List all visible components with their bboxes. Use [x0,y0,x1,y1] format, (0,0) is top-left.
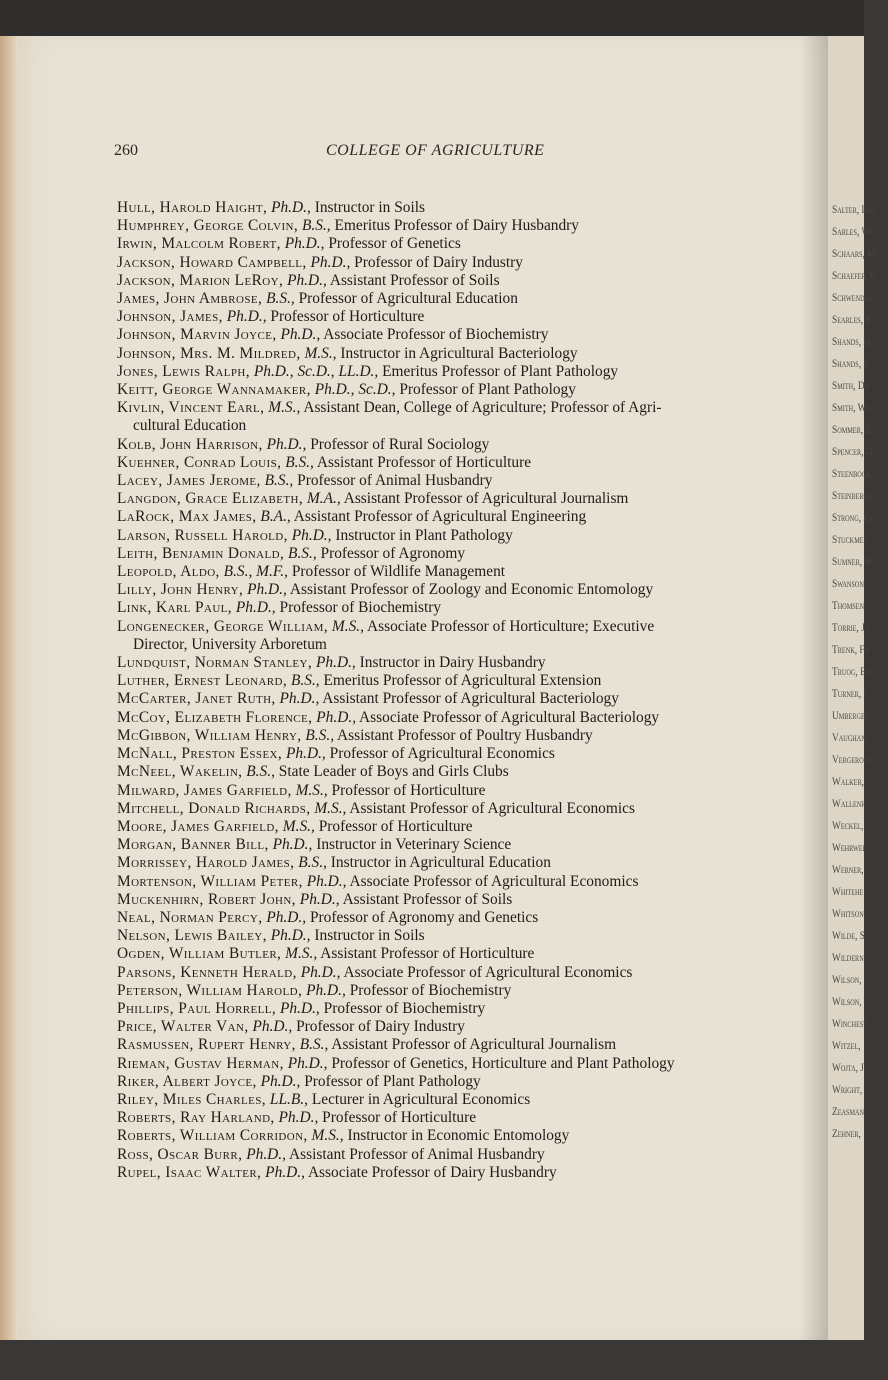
faculty-name: Lacey, James Jerome, [117,472,261,490]
directory-entry [117,399,807,435]
faculty-title: Associate Professor of Horticulture; Executive [366,617,655,635]
faculty-degree: M.S., [268,399,301,417]
adjacent-page-text: Wildern [832,950,864,964]
faculty-title: State Leader of Boys and Girls Clubs [278,763,509,781]
faculty-title: Instructor in Dairy Husbandry [359,654,546,672]
faculty-name: LaRock, Max James, [117,508,257,526]
faculty-name: Rupel, Isaac Walter, [117,1163,262,1181]
faculty-title: Professor of Horticulture [270,308,425,326]
faculty-title: Assistant Professor of Agricultural Bacteriology [322,690,619,708]
adjacent-page-text: Thomsen, [832,598,867,612]
faculty-name: Johnson, Mrs. M. Mildred, [117,344,301,362]
adjacent-page-fragments [828,198,888,1144]
directory-entry [117,308,807,326]
faculty-title: Emeritus Professor of Agricultural Extension [323,672,602,690]
directory-entry [117,854,807,872]
faculty-directory-list [117,199,807,1182]
directory-entry [117,563,807,581]
faculty-degree: Ph.D., [260,1072,301,1090]
faculty-title: Professor of Animal Husbandry [297,472,493,490]
faculty-title: Instructor in Plant Pathology [335,526,513,544]
faculty-degree: Ph.D., [280,999,320,1017]
faculty-name: Kolb, John Harrison, [117,435,263,453]
faculty-name: Price, Walter Van, [117,1018,249,1036]
adjacent-page-text: Zehner, [832,1126,861,1140]
adjacent-page-text: Steinbergh [832,488,873,502]
directory-entry [117,709,807,727]
faculty-title: Assistant Professor of Animal Husbandry [289,1145,545,1163]
faculty-degree: Ph.D., [226,308,267,326]
faculty-title-continuation: Director, University Arboretum [133,635,327,653]
directory-entry [117,927,807,945]
faculty-name: Jackson, Marion LeRoy, [117,271,284,289]
faculty-degree: Ph.D., [291,526,332,544]
faculty-title: Assistant Professor of Zoology and Economic Entomology [289,581,654,599]
adjacent-page-text: Wilde, S [832,928,865,942]
adjacent-page-text: Steenbock, [832,466,873,480]
faculty-name: Muckenhirn, Robert John, [117,890,296,908]
faculty-degree: M.S., [314,799,347,817]
adjacent-page-text: Shands, R [832,356,870,370]
directory-entry [117,290,807,308]
adjacent-page-text: Sarles, Wi [832,224,873,238]
faculty-degree: Ph.D., [270,927,311,945]
faculty-name: Larson, Russell Harold, [117,526,288,544]
faculty-name: Morrissey, Harold James, [117,854,295,872]
faculty-degree: Ph.D., [287,271,327,289]
faculty-degree: Ph.D., [266,435,307,453]
directory-entry [117,745,807,763]
directory-entry [117,454,807,472]
faculty-degree: M.A., [306,490,341,508]
directory-entry [117,272,807,290]
faculty-degree: Ph.D., [278,1109,319,1127]
directory-entry [117,800,807,818]
faculty-name: Nelson, Lewis Bailey, [117,927,267,945]
directory-entry [117,1109,807,1127]
directory-entry [117,599,807,617]
faculty-name: Keitt, George Wannamaker, [117,381,311,399]
directory-entry [117,982,807,1000]
faculty-name: Moore, James Garfield, [117,817,279,835]
faculty-name: Leopold, Aldo, [117,563,220,581]
directory-entry [117,326,807,344]
faculty-title: Instructor in Economic Entomology [347,1127,570,1145]
faculty-title: Assistant Professor of Agricultural Engineering [293,508,587,526]
directory-entry [117,1146,807,1164]
faculty-degree: B.S., M.F., [223,563,288,581]
faculty-degree: M.S., [304,344,337,362]
faculty-degree: B.S., [288,544,317,562]
faculty-degree: LL.B., [269,1090,308,1108]
adjacent-page-text: Schaefer, C [832,268,877,282]
faculty-name: Neal, Norman Percy, [117,908,263,926]
directory-entry [117,873,807,891]
faculty-title: Emeritus Professor of Plant Pathology [382,362,619,380]
faculty-name: McCoy, Elizabeth Florence, [117,708,313,726]
directory-entry [117,1000,807,1018]
directory-entry [117,909,807,927]
faculty-title: Professor of Dairy Industry [354,253,523,271]
faculty-degree: B.S., [246,763,275,781]
faculty-title: Associate Professor of Agricultural Economics [343,963,633,981]
faculty-degree: Ph.D., [286,745,326,763]
faculty-degree: Ph.D., [280,326,321,344]
adjacent-page-text: Searles, E [832,312,872,326]
faculty-title: Professor of Agronomy [320,544,466,562]
faculty-degree: B.S., [305,726,335,744]
faculty-title: Associate Professor of Dairy Husbandry [307,1163,557,1181]
faculty-degree: B.A., [260,508,291,526]
adjacent-page-text: Swanson, [832,576,867,590]
directory-entry [117,235,807,253]
faculty-name: Riker, Albert Joyce, [117,1072,257,1090]
faculty-degree: Ph.D., [266,908,307,926]
adjacent-page-text: Spencer, G [832,444,873,458]
faculty-degree: Ph.D., [235,599,276,617]
faculty-name: Irwin, Malcolm Robert, [117,235,281,253]
faculty-name: Langdon, Grace Elizabeth, [117,490,304,508]
adjacent-page-text: Trenk, Fr [832,642,869,656]
adjacent-page-text: Stuckmey [832,532,869,546]
faculty-title: Assistant Professor of Agricultural Economics [349,799,635,817]
directory-entry [117,618,807,654]
faculty-title: Associate Professor of Agricultural Economics [349,872,639,890]
faculty-degree: B.S., [266,290,295,308]
adjacent-page-text: Umberger, [832,708,872,722]
faculty-name: Parsons, Kenneth Herald, [117,963,297,981]
faculty-title: Assistant Professor of Horticulture [316,453,532,471]
adjacent-page-text: Salter, Lel [832,202,875,216]
faculty-title: Assistant Dean, College of Agriculture; Professor of Agri- [303,399,662,417]
adjacent-page-text: Wehrwei [832,840,865,854]
faculty-title: Professor of Agricultural Economics [329,745,555,763]
adjacent-page-text: Werner, [832,862,864,876]
adjacent-page-text: Whitehe [832,884,864,898]
adjacent-page-text: Strong, Fr [832,510,873,524]
faculty-title: Assistant Professor of Poultry Husbandry [337,726,593,744]
faculty-title: Assistant Professor of Agricultural Journalism [343,490,629,508]
directory-entry [117,891,807,909]
faculty-degree: Ph.D., [279,690,320,708]
adjacent-page-text: Weckel, [832,818,864,832]
adjacent-page-text: Wallenf [832,796,865,810]
running-head [114,142,814,166]
adjacent-page-text: Vergeront [832,752,873,766]
directory-entry [117,782,807,800]
faculty-title: Professor of Genetics [328,235,461,253]
faculty-title: Instructor in Soils [314,927,425,945]
adjacent-page-text: Winchest [832,1016,868,1030]
faculty-name: McGibbon, William Henry, [117,726,302,744]
adjacent-page-text: Sumner, W [832,554,874,568]
directory-entry [117,836,807,854]
faculty-degree: M.S., [282,817,315,835]
faculty-title: Instructor in Agricultural Bacteriology [340,344,578,362]
adjacent-page-text: Turner, I [832,686,867,700]
adjacent-page-text: Schwendim [832,290,873,304]
adjacent-page-text: Wright, [832,1082,863,1096]
faculty-name: Roberts, William Corridon, [117,1127,308,1145]
directory-entry [117,1018,807,1036]
faculty-degree: Ph.D., [306,981,346,999]
directory-entry [117,763,807,781]
adjacent-page-text: Schaars, M [832,246,876,260]
directory-entry [117,581,807,599]
faculty-name: Milward, James Garfield, [117,781,292,799]
faculty-title: Associate Professor of Biochemistry [323,326,549,344]
adjacent-page-text: Whitson, [832,906,867,920]
faculty-degree: B.S., [264,472,294,490]
directory-entry [117,199,807,217]
adjacent-page-text: Vaughan, [832,730,869,744]
faculty-degree: Ph.D., [306,872,347,890]
directory-entry [117,1091,807,1109]
faculty-name: Leith, Benjamin Donald, [117,544,285,562]
faculty-name: Jackson, Howard Campbell, [117,253,307,271]
adjacent-page-text: Smith, Da [832,378,870,392]
faculty-degree: Ph.D., [272,836,313,854]
faculty-title: Professor of Horticulture [322,1109,477,1127]
adjacent-page-text: Zeasman [832,1104,865,1118]
faculty-name: Ogden, William Butler, [117,945,282,963]
adjacent-page-text: Smith, Wi [832,400,869,414]
faculty-name: Roberts, Ray Harland, [117,1109,275,1127]
faculty-degree: B.S., [298,854,327,872]
adjacent-page-text: Wilson, [832,994,862,1008]
directory-entry [117,1055,807,1073]
faculty-name: Link, Karl Paul, [117,599,233,617]
directory-entry [117,545,807,563]
faculty-name: Jones, Lewis Ralph, [117,362,250,380]
faculty-degree: M.S., [311,1127,344,1145]
scanner-background-bottom [0,1340,864,1380]
faculty-name: Ross, Oscar Burr, [117,1145,243,1163]
faculty-degree: B.S., [285,453,314,471]
faculty-name: Phillips, Paul Horrell, [117,999,277,1017]
directory-entry [117,1127,807,1145]
faculty-title: Professor of Horticulture [318,817,473,835]
faculty-name: Hull, Harold Haight, [117,199,268,216]
adjacent-page-text: Sommer, E [832,422,872,436]
directory-entry [117,254,807,272]
header-title: COLLEGE OF AGRICULTURE [326,142,545,159]
faculty-name: Humphrey, George Colvin, [117,217,299,235]
faculty-title: Assistant Professor of Agricultural Journalism [331,1036,617,1054]
faculty-name: Kuehner, Conrad Louis, [117,453,282,471]
faculty-title: Professor of Agronomy and Genetics [309,908,539,926]
directory-entry [117,436,807,454]
directory-entry [117,1164,807,1182]
faculty-title: Professor of Agricultural Education [298,290,518,308]
faculty-title: Emeritus Professor of Dairy Husbandry [334,217,579,235]
directory-entry [117,818,807,836]
faculty-degree: B.S., [302,217,331,235]
faculty-name: Riley, Miles Charles, [117,1090,267,1108]
directory-entry [117,945,807,963]
adjacent-page-text: Torrie, Ja [832,620,870,634]
faculty-name: Kivlin, Vincent Earl, [117,399,265,417]
directory-entry [117,690,807,708]
faculty-title-continuation: cultural Education [133,417,247,435]
faculty-title: Assistant Professor of Soils [329,271,500,289]
faculty-degree: Ph.D., [316,708,357,726]
page-binding-edge [0,36,18,1340]
faculty-degree: Ph.D., [299,890,340,908]
faculty-title: Professor of Biochemistry [279,599,442,617]
directory-entry [117,727,807,745]
faculty-name: James, John Ambrose, [117,290,263,308]
faculty-name: Mortenson, William Peter, [117,872,303,890]
faculty-degree: Ph.D., [252,1018,293,1036]
directory-entry [117,490,807,508]
faculty-degree: Ph.D., [284,235,325,253]
directory-entry [117,964,807,982]
faculty-title: Professor of Dairy Industry [296,1018,465,1036]
faculty-name: Lilly, John Henry, [117,581,244,599]
faculty-degree: M.S., [295,781,328,799]
faculty-title: Lecturer in Agricultural Economics [311,1090,531,1108]
faculty-title: Professor of Plant Pathology [399,381,576,399]
faculty-name: Rieman, Gustav Herman, [117,1054,284,1072]
faculty-title: Professor of Horticulture [331,781,486,799]
faculty-name: Luther, Ernest Leonard, [117,672,288,690]
faculty-degree: Ph.D., [300,963,341,981]
faculty-name: Johnson, Marvin Joyce, [117,326,277,344]
adjacent-page-text: Witzel, [832,1038,861,1052]
faculty-title: Instructor in Agricultural Education [330,854,551,872]
adjacent-page-text: Walker, [832,774,864,788]
faculty-name: Morgan, Banner Bill, [117,836,269,854]
faculty-name: McNall, Preston Essex, [117,745,283,763]
faculty-name: Mitchell, Donald Richards, [117,799,311,817]
directory-entry [117,654,807,672]
faculty-title: Professor of Biochemistry [323,999,486,1017]
adjacent-page-edge [828,36,877,1340]
faculty-title: Instructor in Veterinary Science [316,836,512,854]
faculty-degree: Ph.D., Sc.D., [314,381,396,399]
faculty-name: Lundquist, Norman Stanley, [117,654,313,672]
faculty-degree: B.S., [299,1036,329,1054]
faculty-degree: Ph.D., [316,654,356,672]
page-number: 260 [114,142,138,159]
faculty-title: Instructor in Soils [314,199,426,216]
faculty-degree: Ph.D., [246,1145,286,1163]
faculty-name: Longenecker, George William, [117,617,329,635]
directory-entry [117,1036,807,1054]
directory-entry [117,345,807,363]
faculty-title: Professor of Plant Pathology [304,1072,481,1090]
faculty-title: Professor of Rural Sociology [310,435,490,453]
faculty-title: Assistant Professor of Soils [342,890,513,908]
faculty-title: Assistant Professor of Horticulture [320,945,535,963]
faculty-title: Professor of Biochemistry [349,981,512,999]
faculty-degree: B.S., [291,672,320,690]
faculty-degree: Ph.D., [247,581,287,599]
faculty-title: Professor of Wildlife Management [291,563,506,581]
faculty-title: Professor of Genetics, Horticulture and Plant Pathology [331,1054,675,1072]
faculty-degree: Ph.D., [271,199,311,216]
adjacent-page-text: Truog, Em [832,664,872,678]
faculty-name: Rasmussen, Rupert Henry, [117,1036,296,1054]
faculty-name: Johnson, James, [117,308,223,326]
adjacent-page-text: Wojta, J [832,1060,864,1074]
faculty-title: Associate Professor of Agricultural Bacteriology [359,708,660,726]
faculty-degree: Ph.D., [310,253,351,271]
adjacent-page-text: Shands, H [832,334,871,348]
directory-entry [117,381,807,399]
directory-entry [117,508,807,526]
directory-entry [117,472,807,490]
faculty-degree: Ph.D., Sc.D., LL.D., [253,362,379,380]
faculty-name: Peterson, William Harold, [117,981,303,999]
directory-entry [117,1073,807,1091]
faculty-degree: Ph.D., [287,1054,328,1072]
directory-entry [117,672,807,690]
faculty-name: McCarter, Janet Ruth, [117,690,276,708]
directory-entry [117,527,807,545]
faculty-name: McNeel, Wakelin, [117,763,243,781]
directory-entry [117,217,807,235]
faculty-degree: M.S., [331,617,364,635]
faculty-degree: M.S., [285,945,318,963]
adjacent-page-text: Wilson, [832,972,862,986]
faculty-degree: Ph.D., [265,1163,305,1181]
directory-entry [117,363,807,381]
